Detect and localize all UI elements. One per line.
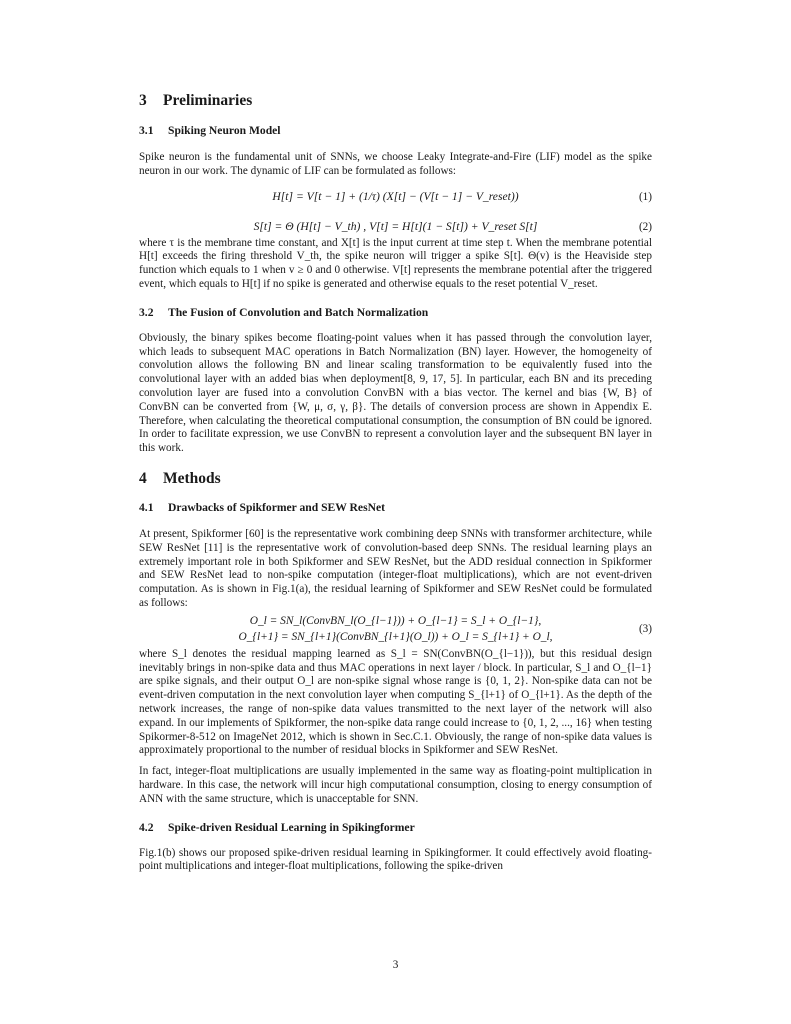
paragraph-conv-bn-fusion: Obviously, the binary spikes become floating-point values when it has passed through the convolution layer, which leads to subsequent MAC operations in Batch Normalization (BN) layer. However, the homogeneity of convolution allows the following BN and linear scaling transformation to be equivalently fused into the convolutional layer with an added bias when deployment[8, 9, 17, 5]. In particular, each BN and its preceding convolution layer are fused into a convolution ConvBN with a bias vector. The kernel and bias {W, B} of ConvBN can be converted from {W, μ, σ, γ, β}. The details of conversion process are shown in Appendix E. Therefore, when calculating the theoretical computational consumption, the consumption of BN could be ignored. In order to facilitate expression, we use ConvBN to represent a convolution layer and the subsequent BN layer in this work. — [139, 331, 652, 455]
subsection-3-1-heading: 3.1 Spiking Neuron Model — [139, 124, 281, 137]
paragraph-integer-float: In fact, integer-float multiplications are usually implemented in the same way as floating-point multiplication in hardware. In this case, the network will incur high computational consumption, closing to energy consumption of ANN with the same structure, which is unacceptable for SNN. — [139, 765, 652, 805]
page-number: 3 — [392, 959, 399, 971]
equation-1: H[t] = V[t − 1] + (1/τ) (X[t] − (V[t − 1] − V_reset)) (1) — [272, 190, 652, 204]
equation-3: O_l = SN_l(ConvBN_l(O_{l−1})) + O_{l−1} = S_l + O_{l−1}, O_{l+1} = SN_{l+1}(ConvBN_{l+1}(O_l)) + O_l = S_{l+1} + O_l, (3) — [238, 614, 652, 643]
equation-3-line-2: O_{l+1} = SN_{l+1}(ConvBN_{l+1}(O_l)) + O_l = S_{l+1} + O_l, — [238, 630, 553, 643]
equation-3-line-1: O_l = SN_l(ConvBN_l(O_{l−1})) + O_{l−1} = S_l + O_{l−1}, — [249, 614, 542, 627]
paper-page — [139, 88, 652, 874]
paragraph-spikformer-drawbacks: At present, Spikformer [60] is the representative work combining deep SNNs with transformer architecture, while SEW ResNet [11] is the representative work of convolution-based deep SNNs. The residual learning plays an extremely important role in both Spikformer and SEW ResNet, but the ADD residual connection in Spikformer and SEW ResNet lead to non-spike computation (integer-float multiplications), which are not event-driven computation. As is shown in Fig.1(a), the residual learning of Spikformer and SEW ResNet could be formulated as follows: — [139, 527, 652, 609]
section-4-heading: 4 Methods — [139, 469, 221, 487]
subsection-4-2-heading: 4.2 Spike-driven Residual Learning in Spikingformer — [139, 820, 415, 834]
subsection-3-2-heading: 3.2 The Fusion of Convolution and Batch Normalization — [139, 305, 429, 319]
paragraph-spike-driven-residual: Fig.1(b) shows our proposed spike-driven residual learning in Spikingformer. It could effectively avoid floating-point multiplications and integer-float multiplications, following the spike-driven — [139, 846, 652, 873]
subsection-4-1-heading: 4.1 Drawbacks of Spikformer and SEW ResNet — [139, 500, 385, 514]
paragraph-lif-intro: Spike neuron is the fundamental unit of SNNs, we choose Leaky Integrate-and-Fire (LIF) model as the spike neuron in our work. The dynamic of LIF can be formulated as follows: — [139, 151, 652, 177]
section-3-heading: 3 Preliminaries — [139, 92, 253, 109]
equation-2: S[t] = Θ (H[t] − V_th) , V[t] = H[t](1 − S[t]) + V_reset S[t] (2) — [253, 220, 652, 234]
paragraph-lif-explanation: where τ is the membrane time constant, and X[t] is the input current at time step t. When the membrane potential H[t] exceeds the firing threshold V_th, the spike neuron will trigger a spike S[t]. Θ(v) is the Heaviside step function which equals to 1 when v ≥ 0 and 0 otherwise. V[t] represents the membrane potential after the triggered event, which equals to H[t] if no spike is generated and otherwise equals to the reset potential V_reset. — [139, 236, 652, 290]
paragraph-residual-analysis: where S_l denotes the residual mapping learned as S_l = SN(ConvBN(O_{l−1})), but this residual design inevitably brings in non-spike data and thus MAC operations in next layer / block. In particular, S_l and O_{l−1} are spike signals, and their output O_l are non-spike signal whose range is {0, 1, 2}. Non-spike data can not be event-driven computation in the next convolution layer when computing S_{l+1} of O_{l+1}. As the depth of the network increases, the range of non-spike data values transmitted to the next layer of the network will also expand. In our implements of Spikformer, the non-spike data range could increase to {0, 1, 2, ..., 16} when testing Spikormer-8-512 on ImageNet 2012, which is shown in Sec.C.1. Obviously, the range of non-spike data values is approximately proportional to the number of residual blocks in Spikformer and SEW ResNet. — [139, 647, 652, 757]
